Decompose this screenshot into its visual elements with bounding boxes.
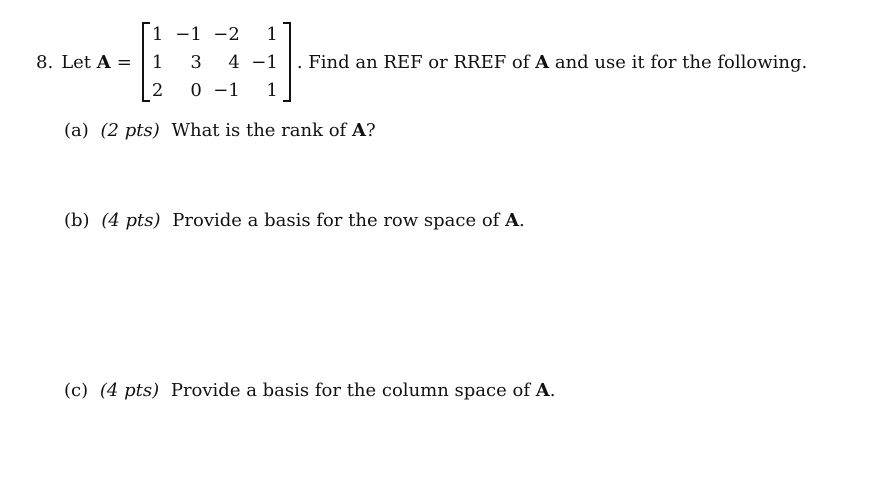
part-punctuation: .: [519, 210, 525, 231]
part-symbol: A: [535, 380, 550, 401]
matrix-cell: −1: [251, 51, 278, 73]
part-question: Provide a basis for the column space of: [170, 380, 530, 401]
matrix-cell: −1: [213, 79, 240, 101]
matrix-cell: 3: [190, 51, 202, 73]
matrix-cell: 1: [151, 23, 164, 45]
part-question: Provide a basis for the row space of: [172, 210, 500, 231]
part-punctuation: ?: [365, 120, 376, 141]
instruction-text: . Find an REF or RREF of: [296, 51, 530, 73]
part-question: What is the rank of: [171, 120, 347, 141]
problem-lead: Let: [61, 51, 92, 73]
problem-number: 8.: [36, 51, 54, 73]
part-label: (c): [64, 380, 89, 401]
matrix-left-bracket: [142, 22, 150, 102]
matrix-cell: 1: [151, 51, 164, 73]
matrix-cell: 1: [266, 23, 278, 45]
matrix-cell: 4: [228, 51, 240, 73]
matrix-symbol: A: [96, 51, 111, 73]
part-label: (a): [64, 120, 89, 141]
matrix-grid: [150, 20, 283, 104]
part-points: (4 pts): [101, 210, 161, 231]
part-a: [64, 120, 376, 141]
problem-statement: [36, 20, 807, 104]
matrix-cell: 1: [266, 79, 278, 101]
matrix-row: [150, 48, 283, 76]
matrix-cell: −1: [175, 23, 202, 45]
matrix-right-bracket: [283, 22, 291, 102]
part-points: (4 pts): [99, 380, 160, 401]
matrix-row: [150, 20, 283, 48]
instruction-tail: and use it for the following.: [554, 51, 808, 73]
matrix-cell: −2: [213, 23, 240, 45]
part-points: (2 pts): [100, 120, 160, 141]
part-symbol: A: [505, 210, 520, 231]
matrix-cell: 2: [151, 79, 164, 101]
matrix: [142, 20, 291, 104]
part-symbol: A: [351, 120, 366, 141]
equals-sign: =: [116, 51, 132, 73]
matrix-cell: 0: [190, 79, 202, 101]
part-b: [64, 210, 525, 231]
part-c: [64, 380, 555, 401]
part-label: (b): [64, 210, 90, 231]
instruction-symbol: A: [535, 51, 550, 73]
matrix-row: [150, 76, 283, 104]
part-punctuation: .: [549, 380, 556, 401]
